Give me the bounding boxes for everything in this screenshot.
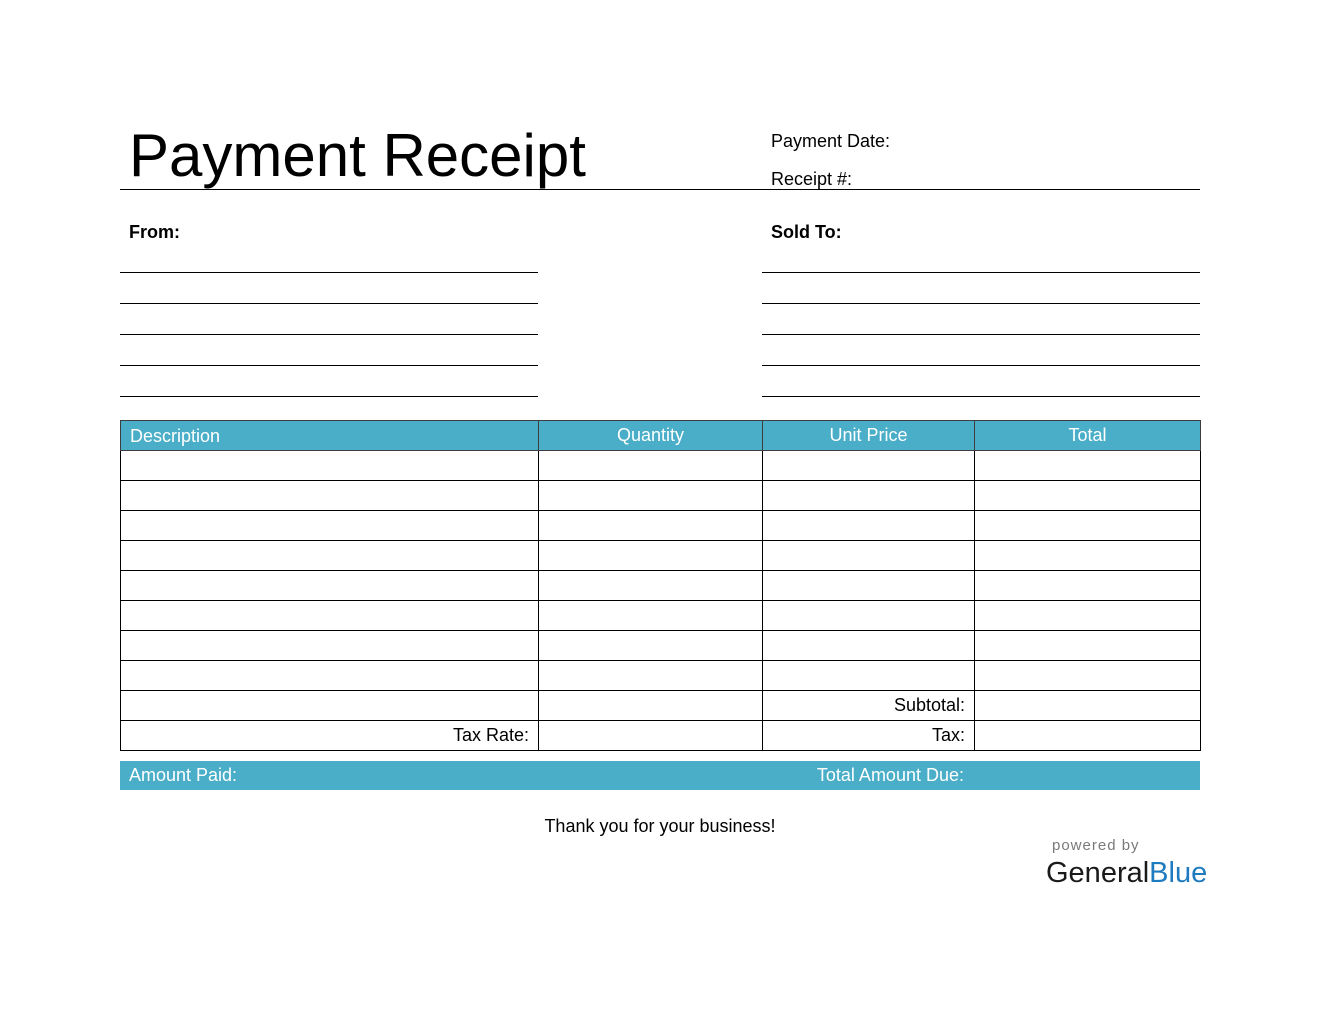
subtotal-row xyxy=(121,691,1201,721)
description-cell[interactable] xyxy=(121,661,539,691)
blank-cell xyxy=(121,691,539,721)
brand-logo-second: Blue xyxy=(1149,857,1208,889)
quantity-cell[interactable] xyxy=(539,661,763,691)
description-cell[interactable] xyxy=(121,571,539,601)
unit-price-cell[interactable] xyxy=(763,661,975,691)
total-cell[interactable] xyxy=(975,661,1201,691)
total-cell[interactable] xyxy=(975,451,1201,481)
total-amount-due-label: Total Amount Due: xyxy=(816,765,964,785)
column-header-description: Description xyxy=(121,421,539,451)
table-row xyxy=(121,481,1201,511)
powered-by-text: powered by xyxy=(1052,837,1140,854)
tax-rate-value-cell[interactable] xyxy=(539,721,763,751)
description-cell[interactable] xyxy=(121,541,539,571)
total-cell[interactable] xyxy=(975,541,1201,571)
sold-to-line[interactable] xyxy=(762,396,1200,397)
blank-cell xyxy=(539,691,763,721)
brand-logo xyxy=(1046,855,1207,891)
from-line[interactable] xyxy=(120,396,538,397)
unit-price-cell[interactable] xyxy=(763,631,975,661)
total-cell[interactable] xyxy=(975,571,1201,601)
sold-to-line[interactable] xyxy=(762,272,1200,273)
table-row xyxy=(121,661,1201,691)
from-line[interactable] xyxy=(120,272,538,273)
receipt-number-label: Receipt #: xyxy=(771,169,853,189)
subtotal-value-cell[interactable] xyxy=(975,691,1201,721)
table-row xyxy=(121,541,1201,571)
quantity-cell[interactable] xyxy=(539,541,763,571)
from-line[interactable] xyxy=(120,334,538,335)
description-cell[interactable] xyxy=(121,511,539,541)
from-line[interactable] xyxy=(120,365,538,366)
unit-price-cell[interactable] xyxy=(763,541,975,571)
description-cell[interactable] xyxy=(121,451,539,481)
quantity-cell[interactable] xyxy=(539,451,763,481)
from-line[interactable] xyxy=(120,303,538,304)
table-header-row xyxy=(121,421,1201,451)
quantity-cell[interactable] xyxy=(539,571,763,601)
unit-price-cell[interactable] xyxy=(763,601,975,631)
header-divider xyxy=(120,189,1200,190)
table-row xyxy=(121,511,1201,541)
thank-you-message: Thank you for your business! xyxy=(544,816,776,836)
amount-bar xyxy=(120,761,1200,790)
quantity-cell[interactable] xyxy=(539,481,763,511)
tax-row xyxy=(121,721,1201,751)
subtotal-label: Subtotal: xyxy=(763,691,975,721)
column-header-total: Total xyxy=(975,421,1201,451)
table-row xyxy=(121,451,1201,481)
tax-value-cell[interactable] xyxy=(975,721,1201,751)
total-cell[interactable] xyxy=(975,631,1201,661)
description-cell[interactable] xyxy=(121,631,539,661)
page-title: Payment Receipt xyxy=(129,122,586,189)
table-row xyxy=(121,571,1201,601)
amount-paid-label: Amount Paid: xyxy=(129,765,238,785)
total-cell[interactable] xyxy=(975,481,1201,511)
sold-to-line[interactable] xyxy=(762,334,1200,335)
tax-rate-label: Tax Rate: xyxy=(121,721,539,751)
sold-to-label: Sold To: xyxy=(771,222,842,242)
tax-label: Tax: xyxy=(763,721,975,751)
unit-price-cell[interactable] xyxy=(763,511,975,541)
payment-date-label: Payment Date: xyxy=(771,131,891,151)
total-cell[interactable] xyxy=(975,511,1201,541)
sold-to-line[interactable] xyxy=(762,303,1200,304)
unit-price-cell[interactable] xyxy=(763,451,975,481)
column-header-unit-price: Unit Price xyxy=(763,421,975,451)
table-row xyxy=(121,601,1201,631)
sold-to-line[interactable] xyxy=(762,365,1200,366)
column-header-quantity: Quantity xyxy=(539,421,763,451)
items-table xyxy=(120,420,1201,751)
description-cell[interactable] xyxy=(121,601,539,631)
quantity-cell[interactable] xyxy=(539,511,763,541)
total-cell[interactable] xyxy=(975,601,1201,631)
unit-price-cell[interactable] xyxy=(763,571,975,601)
quantity-cell[interactable] xyxy=(539,631,763,661)
unit-price-cell[interactable] xyxy=(763,481,975,511)
brand-logo-first: General xyxy=(1046,857,1150,889)
description-cell[interactable] xyxy=(121,481,539,511)
quantity-cell[interactable] xyxy=(539,601,763,631)
from-label: From: xyxy=(129,222,180,242)
table-row xyxy=(121,631,1201,661)
